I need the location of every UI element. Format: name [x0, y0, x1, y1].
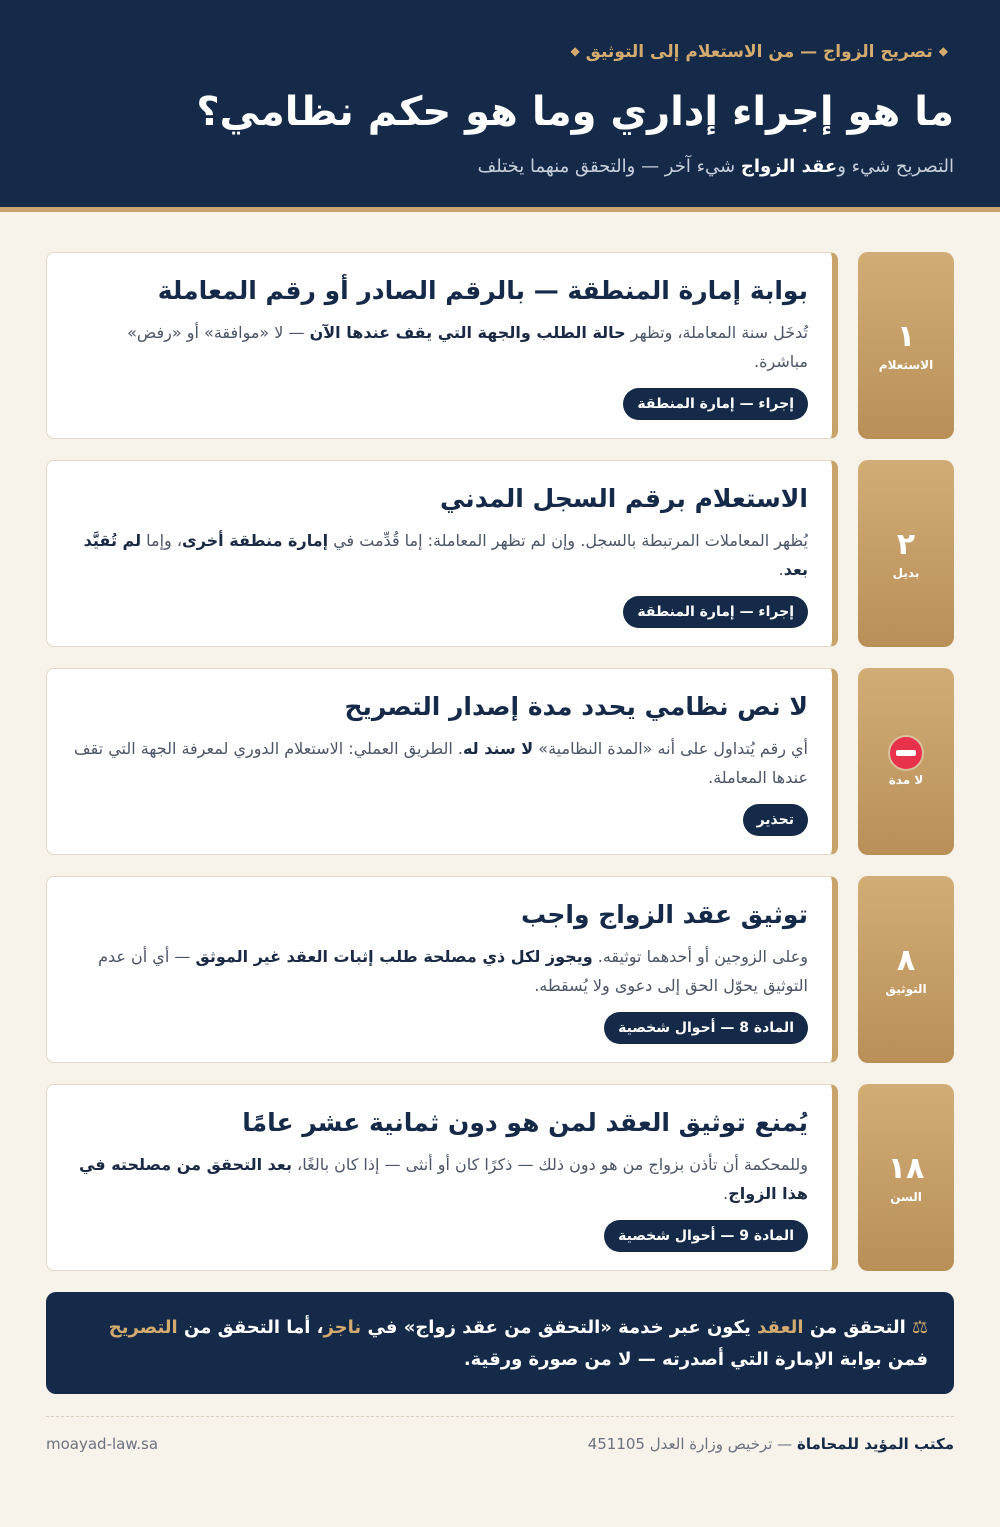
step-tag: المادة 9 — أحوال شخصية	[604, 1220, 808, 1252]
step-label: التوثيق	[885, 981, 927, 996]
step-badge	[858, 876, 954, 1063]
subtitle-bold: عقد الزواج	[740, 156, 838, 177]
subtitle-pre: التصريح شيء و	[837, 156, 954, 177]
notice-highlight: التصريح	[108, 1317, 178, 1338]
step-label: لا مدة	[888, 772, 924, 787]
step-no-deadline	[46, 668, 954, 855]
step-title: يُمنع توثيق العقد لمن هو دون ثمانية عشر عامًا	[242, 1108, 808, 1137]
step-badge	[858, 460, 954, 647]
step-card	[46, 252, 838, 439]
step-text-part: — لا «موافقة» أو «رفض» مباشرة.	[127, 323, 808, 371]
notice-text: ، أما التحقق من	[177, 1317, 324, 1338]
step-text-part: وعلى الزوجين أو أحدهما توثيقه.	[592, 947, 808, 966]
step-number: ١	[896, 318, 916, 354]
notice-highlight: ناجز	[323, 1317, 362, 1338]
diamond-icon: ◆	[570, 44, 580, 58]
step-label: بديل	[892, 565, 920, 580]
step-badge	[858, 252, 954, 439]
step-title: توثيق عقد الزواج واجب	[520, 900, 808, 929]
step-card	[46, 668, 838, 855]
step-text	[71, 734, 808, 792]
step-text-bold: لا سند له	[462, 739, 534, 758]
steps-list	[0, 212, 1000, 1271]
notice-text: فمن بوابة الإمارة التي أصدرته — لا من صورة ورقية.	[463, 1349, 928, 1370]
scales-icon: ⚖	[911, 1317, 928, 1338]
step-badge	[858, 1084, 954, 1271]
step-text-part: — أي أن عدم التوثيق يحوّل الحق إلى دعوى ولا يُسقطه.	[98, 947, 808, 995]
page-footer	[46, 1416, 954, 1453]
notice-text: يكون عبر خدمة «التحقق من عقد زواج» في	[361, 1317, 758, 1338]
subtitle-post: شيء آخر — والتحقق منهما يختلف	[477, 156, 741, 177]
step-text	[71, 942, 808, 1000]
notice-text: التحقق من	[803, 1317, 906, 1338]
step-text-bold: بعد التحقق من مصلحته في هذا الزواج	[78, 1155, 808, 1203]
step-tag: إجراء — إمارة المنطقة	[623, 596, 808, 628]
eyebrow	[46, 38, 954, 64]
step-label: السن	[890, 1189, 922, 1204]
step-label: الاستعلام	[878, 357, 934, 372]
page-title: ما هو إجراء إداري وما هو حكم نظامي؟	[196, 89, 954, 135]
diamond-icon: ◆	[938, 44, 948, 58]
step-text-part: وللمحكمة أن تأذن بزواج من هو دون ذلك — ذكرًا كان أو أنثى — إذا كان بالغًا،	[291, 1155, 808, 1174]
step-number: ٢	[896, 526, 916, 562]
step-title: الاستعلام برقم السجل المدني	[440, 484, 808, 513]
step-alternative	[46, 460, 954, 647]
footer-credit	[588, 1435, 954, 1453]
step-card	[46, 460, 838, 647]
eyebrow-text: تصريح الزواج — من الاستعلام إلى التوثيق	[585, 42, 933, 62]
step-text	[71, 318, 808, 376]
step-number: ٨	[896, 942, 916, 978]
step-text-part: ، وإما	[141, 531, 183, 550]
step-text	[71, 526, 808, 584]
step-text-part: .	[778, 560, 784, 579]
no-entry-icon	[890, 737, 922, 769]
step-text	[71, 1150, 808, 1208]
step-documentation	[46, 876, 954, 1063]
step-tag: إجراء — إمارة المنطقة	[623, 388, 808, 420]
step-inquiry	[46, 252, 954, 439]
step-text-part: .	[723, 1184, 729, 1203]
license-text: — ترخيص وزارة العدل 451105	[587, 1435, 797, 1453]
firm-name: مكتب المؤيد للمحاماة	[796, 1435, 954, 1453]
step-text-part: . الطريق العملي: الاستعلام الدوري لمعرفة الجهة التي تقف عندها المعاملة.	[74, 739, 808, 787]
step-card	[46, 876, 838, 1063]
step-text-bold: لم تُقيَّد بعد	[83, 531, 808, 579]
verification-notice	[46, 1292, 954, 1394]
page-subtitle	[46, 154, 954, 180]
step-text-bold: ويجوز لكل ذي مصلحة طلب إثبات العقد غير الموثق	[195, 947, 593, 966]
step-tag: المادة 8 — أحوال شخصية	[604, 1012, 808, 1044]
website-link[interactable]: moayad-law.sa	[46, 1435, 159, 1453]
step-text-bold: إمارة منطقة أخرى	[182, 531, 329, 550]
step-age	[46, 1084, 954, 1271]
step-badge	[858, 668, 954, 855]
step-text-bold: حالة الطلب والجهة التي يقف عندها الآن	[309, 323, 626, 342]
step-text-part: يُظهر المعاملات المرتبطة بالسجل. وإن لم تظهر المعاملة: إما قُدِّمت في	[328, 531, 808, 550]
step-card	[46, 1084, 838, 1271]
step-number: ١٨	[887, 1150, 925, 1186]
page-header	[0, 0, 1000, 212]
step-title: بوابة إمارة المنطقة — بالرقم الصادر أو رقم المعاملة	[157, 276, 808, 305]
step-text-part: أي رقم يُتداول على أنه «المدة النظامية»	[533, 739, 808, 758]
step-title: لا نص نظامي يحدد مدة إصدار التصريح	[344, 692, 808, 721]
warning-tag: تحذير	[743, 804, 808, 836]
step-text-part: تُدخَل سنة المعاملة، وتظهر	[625, 323, 808, 342]
notice-highlight: العقد	[757, 1317, 804, 1338]
